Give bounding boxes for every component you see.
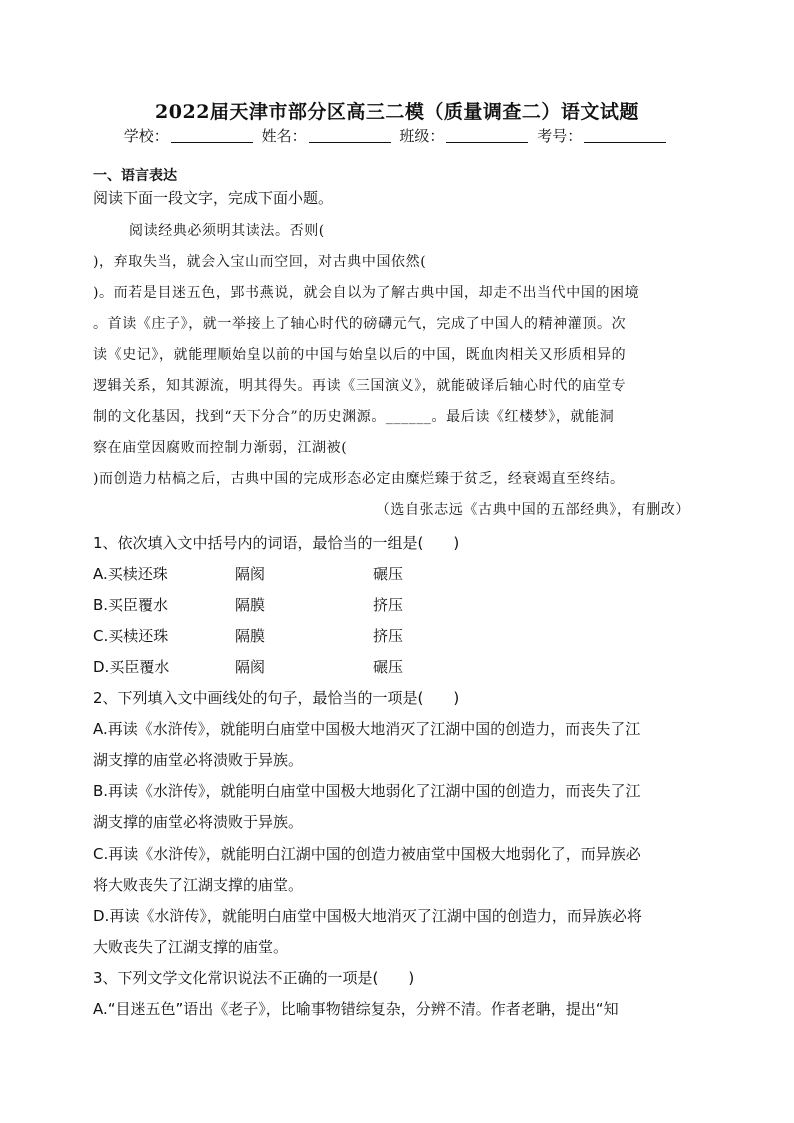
name-label: 姓名： xyxy=(261,127,307,145)
section-instruction: 阅读下面一段文字，完成下面小题。 xyxy=(93,189,334,207)
option-term: 挤压 xyxy=(373,596,404,614)
q2-option-b-cont: 湖支撑的庙堂必将溃败于异族。 xyxy=(93,813,304,831)
passage-line: 察在庙堂因腐败而控制力渐弱，江湖被( xyxy=(93,440,348,456)
q1-option-a[interactable] xyxy=(93,563,404,584)
passage-line: 制的文化基因，找到“天下分合”的历史渊源。______。最后读《红楼梦》，就能洞 xyxy=(93,409,615,425)
passage-line: 。首读《庄子》，就一举接上了轴心时代的磅礴元气，完成了中国人的精神灌顶。次 xyxy=(93,316,627,332)
option-term: 碾压 xyxy=(373,565,404,583)
q1-option-c[interactable] xyxy=(93,625,404,646)
option-term: C.买椟还珠 xyxy=(93,627,169,645)
q2-option-d[interactable]: D.再读《水浒传》，就能明白庙堂中国极大地消灭了江湖中国的创造力，而异族必将 xyxy=(93,907,642,925)
q2-option-a[interactable]: A.再读《水浒传》，就能明白庙堂中国极大地消灭了江湖中国的创造力，而丧失了江 xyxy=(93,720,641,738)
question-2-stem: 2、下列填入文中画线处的句子，最恰当的一项是( ) xyxy=(93,689,460,707)
q2-option-a-cont: 湖支撑的庙堂必将溃败于异族。 xyxy=(93,751,304,769)
q2-option-b[interactable]: B.再读《水浒传》，就能明白庙堂中国极大地弱化了江湖中国的创造力，而丧失了江 xyxy=(93,782,641,800)
passage-line: 阅读经典必须明其读法。否则( xyxy=(129,223,325,239)
exam-title: 2022届天津市部分区高三二模（质量调查二）语文试题 xyxy=(155,101,639,123)
option-term: B.买臣覆水 xyxy=(93,596,169,614)
name-blank[interactable] xyxy=(309,128,391,143)
passage-line: 逻辑关系，知其源流，明其得失。再读《三国演义》，就能破译后轴心时代的庙堂专 xyxy=(93,378,627,394)
passage-source: （选自张志远《古典中国的五部经典》，有删改） xyxy=(375,502,690,518)
q2-option-c[interactable]: C.再读《水浒传》，就能明白江湖中国的创造力被庙堂中国极大地弱化了，而异族必 xyxy=(93,845,641,863)
option-term: 隔膜 xyxy=(235,596,266,614)
exam-number-blank[interactable] xyxy=(584,128,666,143)
q1-option-b[interactable] xyxy=(93,594,404,615)
passage-line: 读《史记》，就能理顺始皇以前的中国与始皇以后的中国，既血肉相关又形质相异的 xyxy=(93,347,627,363)
q3-option-a[interactable]: A.“目迷五色”语出《老子》，比喻事物错综复杂，分辨不清。作者老聃，提出“知 xyxy=(93,1000,619,1018)
option-term: 挤压 xyxy=(373,627,404,645)
question-1-stem: 1、依次填入文中括号内的词语，最恰当的一组是( ) xyxy=(93,534,460,552)
school-blank[interactable] xyxy=(171,128,253,143)
passage-line: )而创造力枯槁之后，古典中国的完成形态必定由糜烂臻于贫乏，经衰竭直至终结。 xyxy=(93,471,625,487)
option-term: 隔阂 xyxy=(235,658,266,676)
option-term: 隔阂 xyxy=(235,565,266,583)
passage-line: )，弃取失当，就会入宝山而空回，对古典中国依然( xyxy=(93,254,427,270)
option-term: D.买臣覆水 xyxy=(93,658,170,676)
section-heading: 一、语言表达 xyxy=(93,168,177,184)
class-label: 班级： xyxy=(399,127,445,145)
q1-option-d[interactable] xyxy=(93,656,404,677)
option-term: 隔膜 xyxy=(235,627,266,645)
school-label: 学校： xyxy=(123,127,169,145)
option-term: A.买椟还珠 xyxy=(93,565,168,583)
student-info-row xyxy=(0,125,794,146)
q2-option-d-cont: 大败丧失了江湖支撑的庙堂。 xyxy=(93,938,289,956)
option-term: 碾压 xyxy=(373,658,404,676)
question-3-stem: 3、下列文学文化常识说法不正确的一项是( ) xyxy=(93,969,415,987)
passage-line: )。而若是目迷五色，郢书燕说，就会自以为了解古典中国，却走不出当代中国的困境 xyxy=(93,285,640,301)
exam-number-label: 考号： xyxy=(537,127,583,145)
class-blank[interactable] xyxy=(446,128,528,143)
q2-option-c-cont: 将大败丧失了江湖支撑的庙堂。 xyxy=(93,876,304,894)
